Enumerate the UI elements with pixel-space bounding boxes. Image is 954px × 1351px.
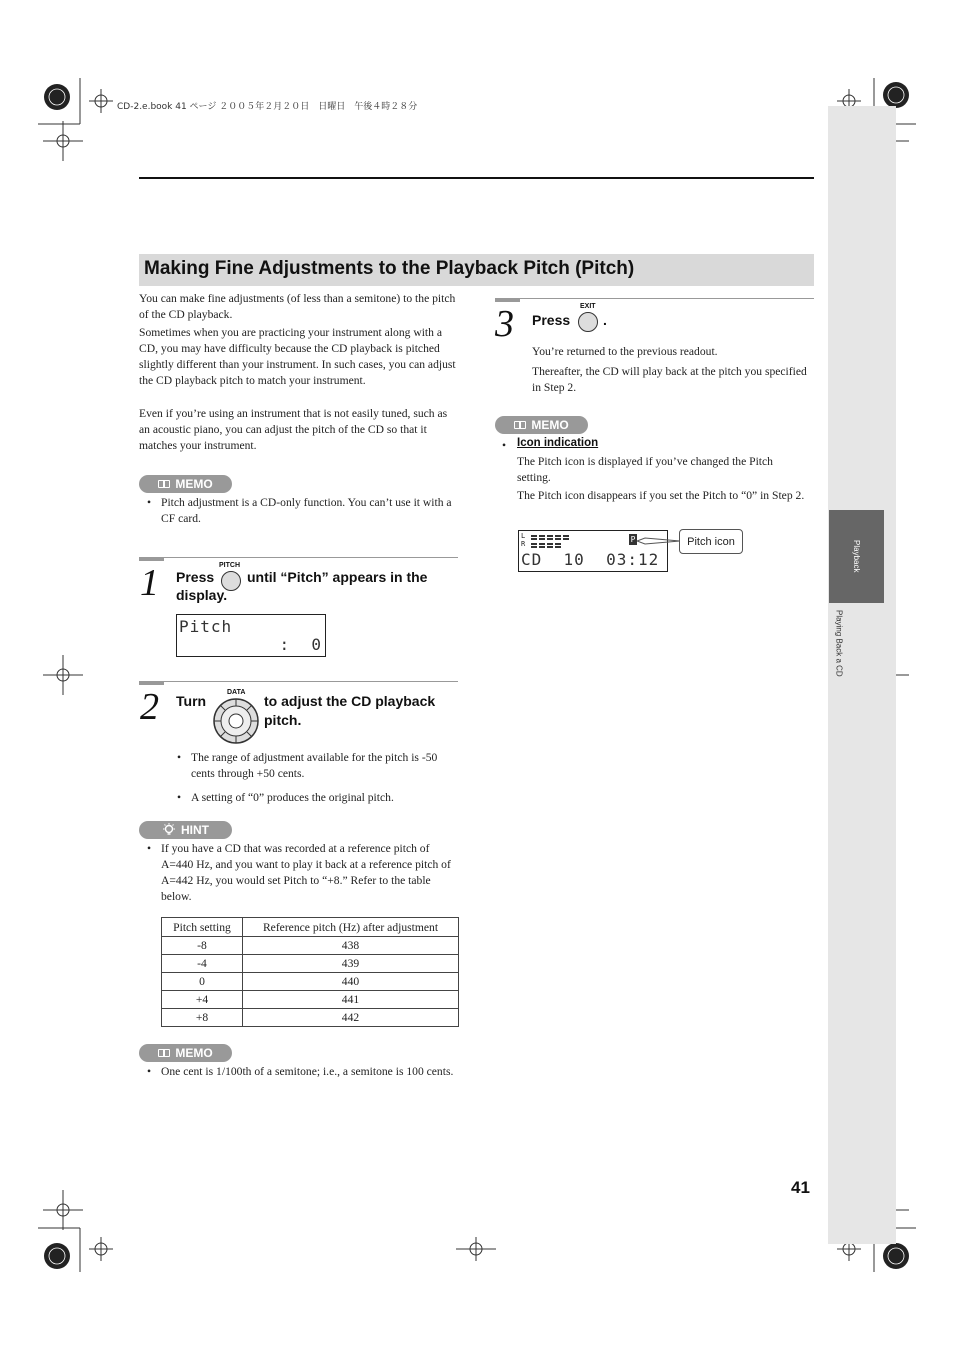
lightbulb-icon [162, 823, 176, 837]
memo3-bullet: • [502, 439, 507, 452]
book-icon [158, 480, 170, 488]
step2-instruction: to adjust the CD playback [264, 693, 436, 709]
intro-paragraph-1: You can make fine adjustments (of less than a semitone) to the pitch of the CD playback. [139, 292, 456, 321]
memo2-bullet: • One cent is 1/100th of a semitone; i.e., a semitone is 100 cents. [147, 1064, 457, 1080]
step2-bar [164, 681, 458, 682]
step3-paragraph-1: You’re returned to the previous readout. [532, 345, 718, 358]
step2-bullet-1-text: The range of adjustment available for the pitch is -50 cents through +50 cents. [191, 751, 438, 780]
step3-period: . [603, 312, 607, 328]
memo-badge-1 [139, 475, 232, 493]
side-tab-label [829, 510, 884, 603]
memo-badge-2 [139, 1044, 232, 1062]
memo-label: MEMO [175, 477, 213, 491]
step1-bar [164, 557, 458, 558]
page-number: 41 [791, 1178, 810, 1197]
lcd-level-meter [521, 533, 581, 549]
memo3-paragraph-2: The Pitch icon disappears if you set the Pitch to “0” in Step 2. [517, 489, 805, 502]
step1-number: 1 [140, 562, 159, 604]
print-header-note: CD-2.e.book 41 ページ ２００５年２月２０日 日曜日 午後４時２８分 [117, 102, 418, 112]
step2-instruction-cont: pitch. [264, 712, 302, 728]
callout-leader [637, 535, 681, 549]
pitch-reference-table [161, 917, 459, 1027]
table-row [162, 973, 459, 991]
table-cell-hz: 441 [243, 991, 459, 1009]
step2-number: 2 [140, 686, 159, 728]
table-row [162, 955, 459, 973]
table-cell-pitch: -4 [162, 955, 243, 973]
memo2-bullet-text: One cent is 1/100th of a semitone; i.e., a semitone is 100 cents. [161, 1065, 454, 1078]
step2-bullet-2: • A setting of “0” produces the original pitch. [177, 790, 457, 806]
memo-badge-3 [495, 416, 588, 434]
step3-press-label: Press [532, 312, 571, 328]
lcd-right-channel-label: R [521, 540, 526, 548]
table-header-reference: Reference pitch (Hz) after adjustment [243, 918, 459, 937]
table-cell-hz: 439 [243, 955, 459, 973]
step3-bar [520, 298, 814, 299]
step3-number: 3 [495, 303, 514, 345]
book-icon [158, 1049, 170, 1057]
table-cell-hz: 440 [243, 973, 459, 991]
level-meter-bars [531, 533, 581, 549]
data-knob-icon [212, 697, 260, 745]
lcd-line-1: Pitch [179, 617, 233, 636]
memo-label: MEMO [531, 418, 569, 432]
hint-bullet: • If you have a CD that was recorded at a reference pitch of A=440 Hz, and you want to play it back at a reference pitch of A=442 Hz, you would set Pitch to “+8.” Refer to the table below. [147, 841, 457, 905]
memo3-paragraph-1: The Pitch icon is displayed if you’ve changed the Pitch setting. [517, 455, 773, 484]
hint-badge [139, 821, 232, 839]
step3-bar-accent [495, 298, 520, 302]
lcd-line-2: : 0 [279, 635, 322, 654]
lcd-cd-readout: CD 10 03:12 [521, 550, 660, 569]
top-rule [139, 177, 814, 179]
memo-label: MEMO [175, 1046, 213, 1060]
pitch-button-label: PITCH [219, 562, 240, 569]
table-header-pitch: Pitch setting [162, 918, 243, 937]
memo1-bullet: • Pitch adjustment is a CD-only function. You can’t use it with a CF card. [147, 495, 457, 527]
exit-button-icon [578, 312, 598, 332]
step2-bullet-2-text: A setting of “0” produces the original pitch. [191, 791, 394, 804]
pitch-icon-letter: P [630, 535, 636, 544]
side-section-label [829, 610, 849, 730]
step1-instruction-cont: display. [176, 587, 228, 603]
hint-label: HINT [181, 823, 209, 837]
step1-instruction: until “Pitch” appears in the [247, 569, 428, 585]
pitch-icon-callout-text: Pitch icon [687, 535, 735, 548]
memo1-bullet-text: Pitch adjustment is a CD-only function. You can’t use it with a CF card. [161, 496, 452, 525]
intro-paragraph-2: Sometimes when you are practicing your instrument along with a CD, you may have difficulty because the CD playback is pitched slightly different than your instrument. In such cases, you can adjust the CD playback pitch to match your instrument. [139, 326, 456, 387]
table-row [162, 937, 459, 955]
table-cell-hz: 442 [243, 1009, 459, 1027]
icon-indication-heading: Icon indication [517, 437, 599, 449]
table-cell-hz: 438 [243, 937, 459, 955]
table-cell-pitch: +8 [162, 1009, 243, 1027]
step1-press-label: Press [176, 569, 215, 585]
table-cell-pitch: +4 [162, 991, 243, 1009]
data-knob-label: DATA [227, 689, 246, 696]
page-title: Making Fine Adjustments to the Playback Pitch (Pitch) [144, 258, 635, 279]
pitch-icon-callout [679, 529, 743, 554]
pitch-icon [629, 534, 637, 545]
side-tab-text: Playback [852, 540, 861, 573]
step2-turn-label: Turn [176, 693, 207, 709]
table-row [162, 991, 459, 1009]
side-section-text: Playing Back a CD [834, 610, 844, 677]
lcd-pitch-display [176, 614, 326, 657]
step1-bar-accent [139, 557, 164, 561]
step2-bar-accent [139, 681, 164, 685]
book-icon [514, 421, 526, 429]
step2-bullet-1: • The range of adjustment available for the pitch is -50 cents through +50 cents. [177, 750, 457, 782]
table-cell-pitch: 0 [162, 973, 243, 991]
hint-bullet-text: If you have a CD that was recorded at a reference pitch of A=440 Hz, and you want to play it back at a reference pitch of A=442 Hz, you would set Pitch to “+8.” Refer to the table below. [161, 842, 451, 903]
step3-paragraph-2: Thereafter, the CD will play back at the pitch you specified in Step 2. [532, 365, 807, 394]
table-cell-pitch: -8 [162, 937, 243, 955]
table-header-row [162, 918, 459, 937]
exit-button-label: EXIT [580, 303, 596, 310]
table-row [162, 1009, 459, 1027]
lcd-left-channel-label: L [521, 532, 526, 540]
intro-paragraph-3: Even if you’re using an instrument that is not easily tuned, such as an acoustic piano, you can adjust the pitch of the CD so that it matches your instrument. [139, 407, 448, 452]
